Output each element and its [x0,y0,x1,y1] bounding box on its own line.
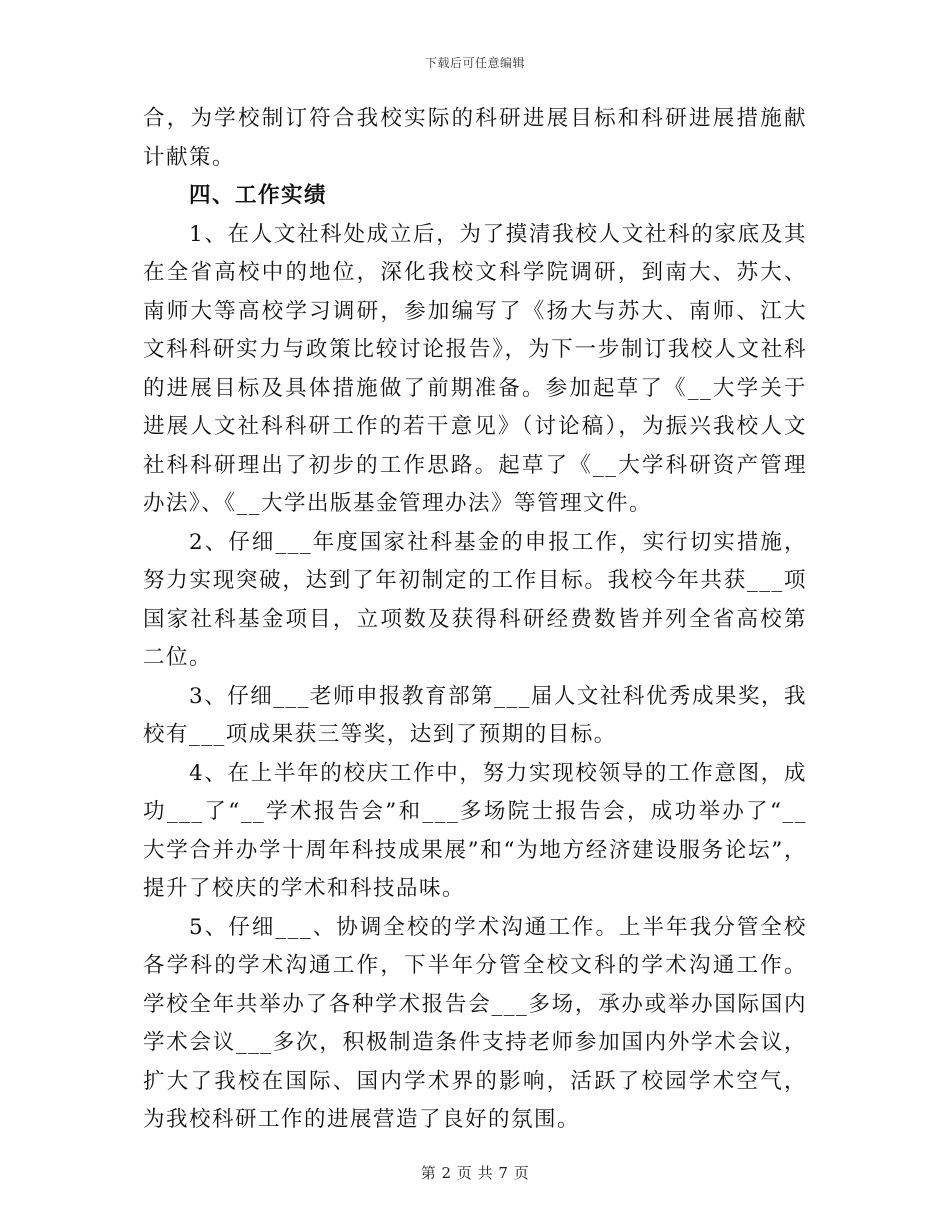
section-heading: 四、工作实绩 [189,183,328,208]
achievement-paragraph-5: 5、仔细___、协调全校的学术沟通工作。上半年我分管全校各学科的学术沟通工作，下半年分管全校文科的学术沟通工作。学校全年共举办了各种学术报告会___多场，承办或举办国际国内学术会议___多次，积极制造条件支持老师参加国内外学术会议，扩大了我校在国际、国内学术界的影响，活跃了校园学术空气，为我校科研工作的进展营造了良好的氛围。 [143,914,807,1132]
intro-continuation-paragraph: 合，为学校制订符合我校实际的科研进展目标和科研进展措施献计献策。 [143,106,807,170]
document-body [143,100,807,1140]
page-number-footer: 第 2 页 共 7 页 [420,1164,530,1182]
achievement-paragraph-3: 3、仔细___老师申报教育部第___届人文社科优秀成果奖，我校有___项成果获三等奖，达到了预期的目标。 [143,683,807,747]
achievement-paragraph-4: 4、在上半年的校庆工作中，努力实现校领导的工作意图，成功___了“__学术报告会”和___多场院士报告会，成功举办了“__大学合并办学十周年科技成果展”和“为地方经济建设服务论坛”，提升了校庆的学术和科技品味。 [143,760,807,901]
page-header: 下载后可任意编辑 [424,56,525,70]
achievement-paragraph-2: 2、仔细___年度国家社科基金的申报工作，实行切实措施，努力实现突破，达到了年初制定的工作目标。我校今年共获___项国家社科基金项目，立项数及获得科研经费数皆并列全省高校第二位。 [143,529,807,670]
achievement-paragraph-1: 1、在人文社科处成立后，为了摸清我校人文社科的家底及其在全省高校中的地位，深化我校文科学院调研，到南大、苏大、南师大等高校学习调研，参加编写了《扬大与苏大、南师、江大文科科研实力与政策比较讨论报告》，为下一步制订我校人文社科的进展目标及具体措施做了前期准备。参加起草了《__大学关于进展人文社科科研工作的若干意见》（讨论稿），为振兴我校人文社科科研理出了初步的工作思路。起草了《__大学科研资产管理办法》、《__大学出版基金管理办法》等管理文件。 [143,221,807,516]
